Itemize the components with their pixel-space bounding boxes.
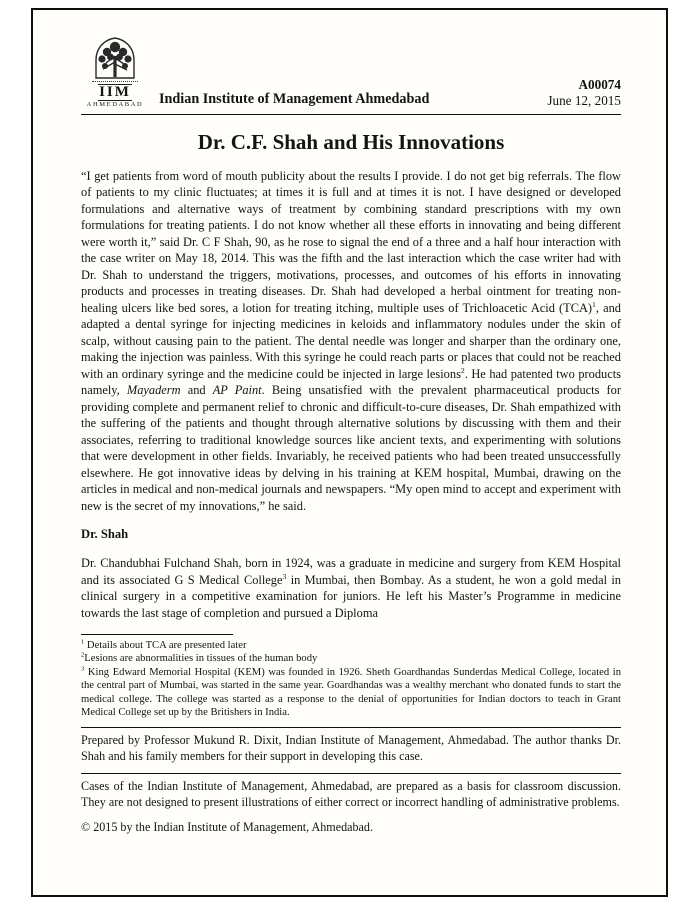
footnote-1: $^1$ Details about TCA are presented later <box>81 638 247 651</box>
document-code: A00074 <box>578 76 621 92</box>
document-date: June 12, 2015 <box>547 92 621 108</box>
footnotes-block <box>81 639 621 719</box>
page-title: Dr. C.F. Shah and His Innovations <box>197 129 505 154</box>
logo-motto-script <box>92 81 138 82</box>
document-header <box>81 36 621 109</box>
footer-divider-top <box>81 727 621 728</box>
logo-acronym: IIM <box>99 84 131 100</box>
copyright-note: © 2015 by the Indian Institute of Management, Ahmedabad. <box>81 819 373 834</box>
footer-divider-bottom <box>81 773 621 774</box>
logo-city-label: AHMEDABAD <box>86 101 144 108</box>
classroom-use-note: Cases of the Indian Institute of Management, Ahmedabad, are prepared as a basis for classroom discussion. They are not designed to present illustrations of either correct or incorrect handling of administrative problems. <box>81 779 621 809</box>
intro-paragraph: “I get patients from word of mouth publicity about the results I provide. I do not get big referrals. The flow of patients to my clinic fluctuates; at times it is full and at times it is not. I have designed or developed formulations and alternative ways of treatment by combining standard prescriptions with my own formulations for treating patients. I do not know whether all these efforts in innovating and being different were worth it,” said Dr. C F Shah, 90, as he rose to signal the end of a three and a half hour interaction with the case writer on May 18, 2014. This was the fifth and the last interaction which the case writer had with Dr. Shah to understand the triggers, motivations, processes, and outcomes of his efforts in innovating products and processes in treating diseases. Dr. Shah had developed a herbal ointment for treating non-healing ulcers like bed sores, a lotion for treating itching, multiple uses of Trichloacetic Acid (TCA)$^1$, and adapted a dental syringe for injecting medicines in keloids and inflammatory nodules under the skin of scalp, without causing pain to the patient. The dental needle was longer and sharper than the ordinary one, making the injection was painless. With this syringe he could reach parts or places that could not be reached with an ordinary syringe and the medicine could be injected in large lesions$^2$. He had patented two products namely, Mayaderm and AP Paint. Being unsatisfied with the prevalent pharmaceutical products for providing complete and permanent relief to chronic and difficult-to-cure diseases, Dr. Shah empathized with the suffering of the patients and thought through alternative solutions by discussing with them and their associates, referring to traditional knowledge sources like ancient texts, and experimenting with solutions that were development in other fields. Invariably, he received patients who had been treated unsuccessfully elsewhere. He got innovative ideas by delving in his training at KEM hospital, Mumbai, drawing on the articles in medical and non-medical journals and newspapers. “My open mind to accept and experiment with new is the secret of my innovations,” he said. <box>81 168 622 513</box>
dr-shah-paragraph: Dr. Chandubhai Fulchand Shah, born in 1924, was a graduate in medicine and surgery from KEM Hospital and its associated G S Medical College$^3$ in Mumbai, then Bombay. As a student, he won a gold medal in clinical surgery in a competitive examination for juniors. He left his Master’s Programme in medicine towards the last stage of completion and pursued a Diploma <box>81 556 622 620</box>
footnote-divider <box>81 634 233 635</box>
section-heading-dr-shah: Dr. Shah <box>81 527 129 541</box>
case-document-page <box>31 8 668 897</box>
footnote-3: $^3$ King Edward Memorial Hospital (KEM) was founded in 1926. Sheth Goardhandas Sunderdas Medical College, located in the central part of Mumbai, was started in the same year. Goardhandas was a wealthy merchant who donated funds to start the medical college. The college was started as a response to the denial of opportunities for Indian doctors to teach in Grant Medical College set up by the Britishers in India. <box>81 665 621 719</box>
footnote-2: $^2$Lesions are abnormalities in tissues of the human body <box>81 651 318 665</box>
tree-logo-icon <box>89 36 141 80</box>
prepared-by-note: Prepared by Professor Mukund R. Dixit, Indian Institute of Management, Ahmedabad. The author thanks Dr. Shah and his family members for their support in developing this case. <box>81 733 621 764</box>
institute-name: Indian Institute of Management Ahmedabad <box>159 90 430 107</box>
header-meta <box>547 77 621 109</box>
header-divider <box>81 114 621 115</box>
iima-logo <box>81 36 149 109</box>
